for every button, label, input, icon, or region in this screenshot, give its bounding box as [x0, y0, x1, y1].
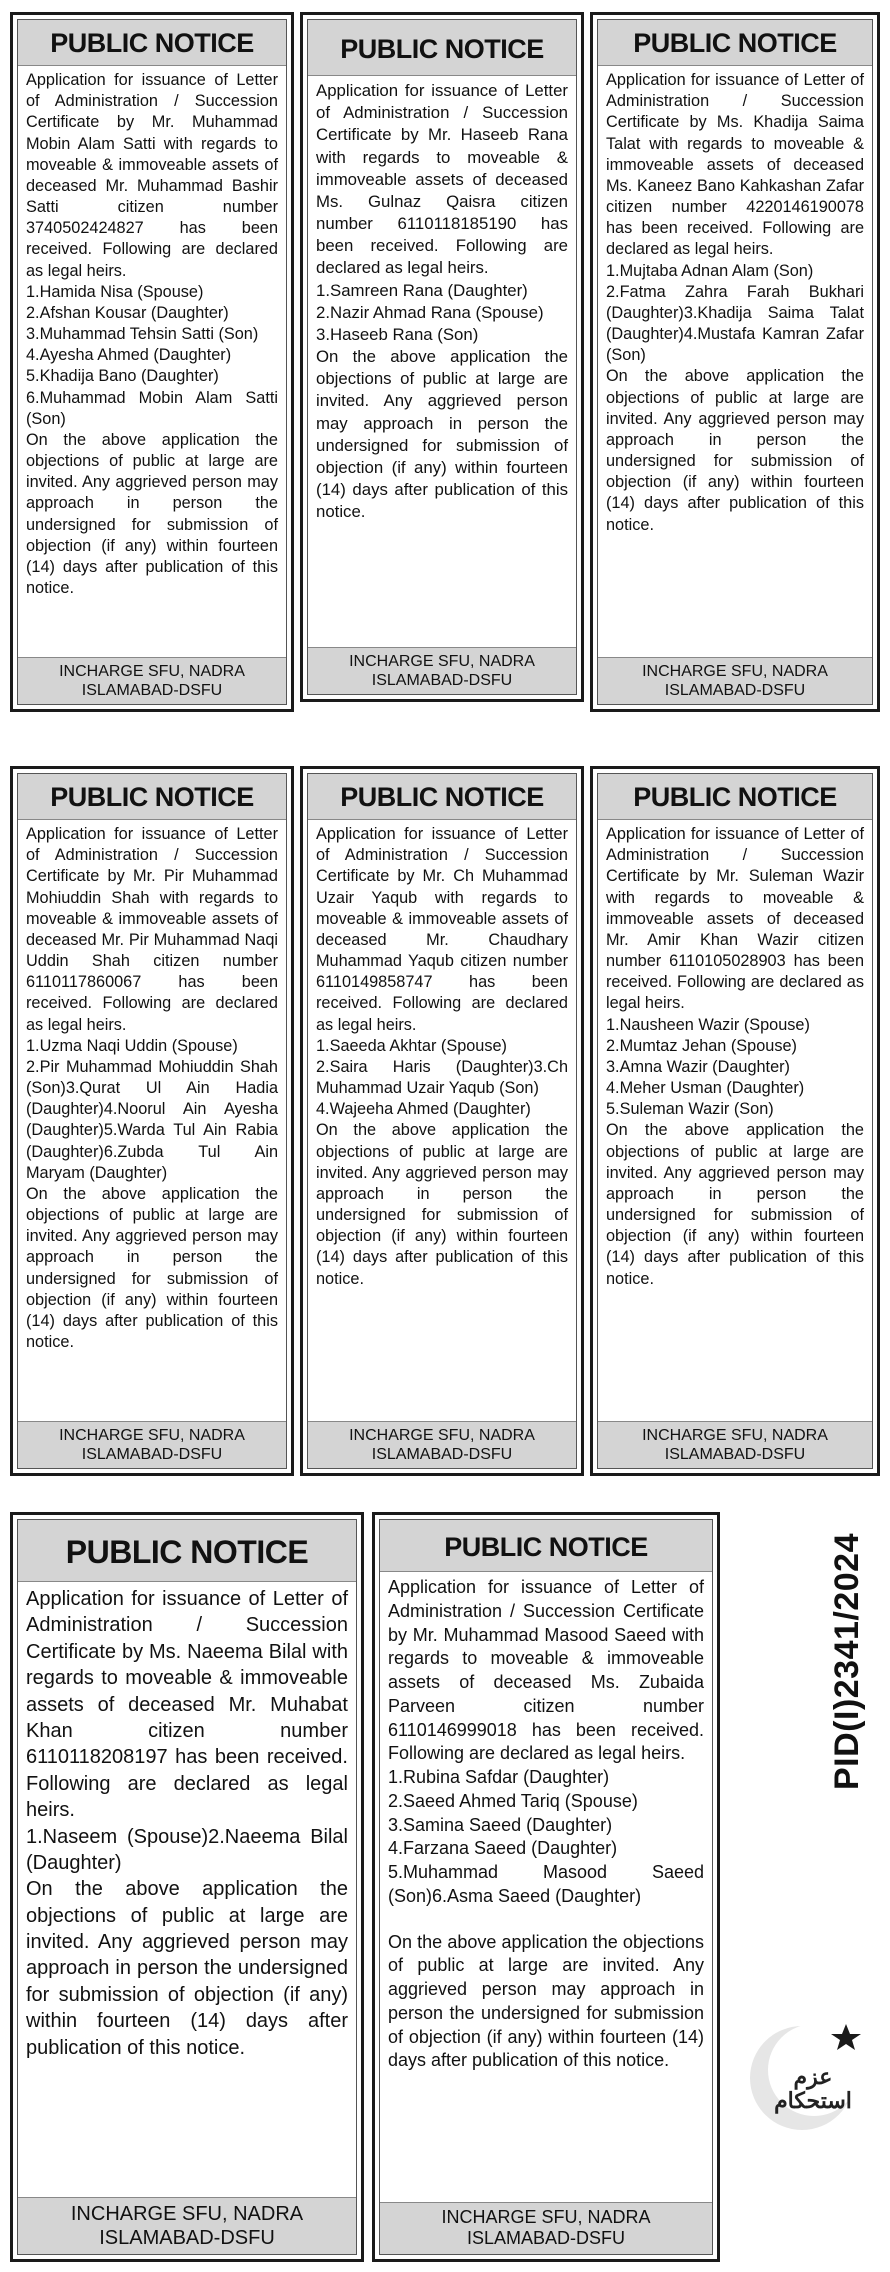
footer-line-2: ISLAMABAD-DSFU [371, 671, 513, 689]
notice-intro: Application for issuance of Letter of Administration / Succession Certificate by Mr. Muhammad Masood Saeed with regards to moveable & immoveable assets of deceased Ms. Zubaida Parveen citizen number 6110146999018 has been received. Following are declared as legal heirs. [388, 1577, 704, 1764]
heirs-list [316, 1036, 568, 1121]
notice-footer [18, 2197, 356, 2254]
heirs-list [606, 1015, 864, 1121]
heir-item: 3.Muhammad Tehsin Satti (Son) [26, 325, 259, 344]
footer-line-1: INCHARGE SFU, NADRA [349, 1426, 535, 1444]
notice-2 [300, 12, 584, 702]
notice-body [598, 820, 872, 1421]
footer-line-2: ISLAMABAD-DSFU [81, 681, 223, 699]
notice-title: PUBLIC NOTICE [598, 774, 872, 820]
notice-5 [300, 766, 584, 1476]
heir-item: 1.Uzma Naqi Uddin (Spouse) [26, 1036, 238, 1055]
notice-footer [308, 647, 576, 694]
notice-body [308, 820, 576, 1421]
heir-item: 2.Saeed Ahmed Tariq (Spouse) [388, 1790, 638, 1811]
footer-line-1: INCHARGE SFU, NADRA [642, 1426, 828, 1444]
heir-item: 1.Rubina Safdar (Daughter) [388, 1767, 610, 1787]
footer-line-2: ISLAMABAD-DSFU [664, 681, 806, 699]
heir-item: 1.Hamida Nisa (Spouse) [26, 282, 204, 301]
heir-item: 5.Muhammad Masood Saeed (Son)6.Asma Saeed (Daughter) [388, 1862, 704, 1906]
heir-item: 5.Khadija Bano (Daughter) [26, 367, 219, 386]
notice-body [18, 820, 286, 1421]
notice-footer [380, 2202, 712, 2254]
notice-intro: Application for issuance of Letter of Administration / Succession Certificate by Ms. Naeema Bilal with regards to moveable & immoveable assets of deceased Mr. Muhabat Khan citizen number 6110118208197 has been received. Following are declared as legal heirs. [26, 1588, 348, 1822]
footer-line-1: INCHARGE SFU, NADRA [349, 652, 535, 670]
heir-item: 2.Mumtaz Jehan (Spouse) [606, 1036, 797, 1055]
footer-line-1: INCHARGE SFU, NADRA [59, 1426, 245, 1444]
heir-item: 4.Wajeeha Ahmed (Daughter) [316, 1100, 531, 1119]
notice-3 [590, 12, 880, 712]
notice-closing: On the above application the objections of public at large are invited. Any aggrieved person may approach in person the undersigned for submission of objection (if any) within fourteen (14) days after publication of this notice. [388, 1931, 704, 2071]
notice-intro: Application for issuance of Letter of Administration / Succession Certificate by Mr. Ch Muhammad Uzair Yaqub with regards to moveable & immoveable assets of deceased Mr. Chaudhary Muhammad Yaqub citizen number 6110149858747 has been received. Following are declared as legal heirs. [316, 825, 568, 1034]
notice-title: PUBLIC NOTICE [380, 1520, 712, 1572]
heir-item: 2.Nazir Ahmad Rana (Spouse) [316, 302, 544, 322]
footer-line-1: INCHARGE SFU, NADRA [70, 2203, 304, 2225]
notice-title: PUBLIC NOTICE [598, 20, 872, 66]
notice-closing: On the above application the objections of public at large are invited. Any aggrieved person may approach in person the undersigned for submission of objection (if any) within fourteen (14) days after publication of this notice. [316, 1121, 568, 1288]
heir-item: 2.Saira Haris (Daughter)3.Ch Muhammad Uzair Yaqub (Son) [316, 1057, 568, 1098]
heir-item: 1.Naseem (Spouse)2.Naeema Bilal (Daughter) [26, 1825, 348, 1874]
footer-line-1: INCHARGE SFU, NADRA [59, 662, 245, 680]
heir-item: 3.Samina Saeed (Daughter) [388, 1814, 613, 1835]
heir-item: 4.Ayesha Ahmed (Daughter) [26, 346, 232, 365]
heir-item: 6.Muhammad Mobin Alam Satti (Son) [26, 388, 278, 428]
heir-item: 1.Samreen Rana (Daughter) [316, 280, 528, 300]
notice-intro: Application for issuance of Letter of Administration / Succession Certificate by Mr. Pir Muhammad Mohiuddin Shah with regards to moveable & immoveable assets of deceased Mr. Pir Muhammad Naqi Uddin Shah citizen number 6110117860067 has been received. Following are declared as legal heirs. [26, 825, 278, 1034]
footer-line-2: ISLAMABAD-DSFU [81, 1445, 223, 1463]
heir-item: 1.Saeeda Akhtar (Spouse) [316, 1036, 507, 1055]
notice-closing: On the above application the objections of public at large are invited. Any aggrieved person may approach in person the undersigned for submission of objection (if any) within fourteen (14) days after publication of this notice. [26, 1184, 278, 1352]
notice-intro: Application for issuance of Letter of Administration / Succession Certificate by Ms. Khadija Saima Talat with regards to moveable & immoveable assets of deceased Ms. Kaneez Bano Kahkashan Zafar citizen number 4220146190078 has been received. Following are declared as legal heirs. [606, 71, 864, 259]
heir-item: 4.Meher Usman (Daughter) [606, 1079, 805, 1098]
notice-closing: On the above application the objections of public at large are invited. Any aggrieved person may approach in person the undersigned for submission of objection (if any) within fourteen (14) days after publication of this notice. [26, 1878, 348, 2059]
heirs-list [606, 261, 864, 367]
notice-title: PUBLIC NOTICE [18, 1520, 356, 1582]
heirs-list [26, 1036, 278, 1184]
logo-text: عزم استحکام [774, 2064, 852, 2114]
notice-intro: Application for issuance of Letter of Administration / Succession Certificate by Mr. Suleman Wazir with regards to moveable & immoveable assets of deceased Mr. Amir Khan Wazir citizen number 6110105028903 has been received. Following are declared as legal heirs. [606, 825, 864, 1013]
notice-6 [590, 766, 880, 1476]
notice-title: PUBLIC NOTICE [18, 774, 286, 820]
pid-number: PID(I)2341/2024 [828, 1533, 866, 1790]
notice-closing: On the above application the objections of public at large are invited. Any aggrieved person may approach in person the undersigned for submission of objection (if any) within fourteen (14) days after publication of this notice. [316, 347, 568, 522]
notice-body [18, 66, 286, 657]
heirs-list [388, 1766, 704, 1909]
notice-closing: On the above application the objections of public at large are invited. Any aggrieved person may approach in person the undersigned for submission of objection (if any) within fourteen (14) days after publication of this notice. [26, 430, 278, 598]
notice-footer [18, 657, 286, 704]
heir-item: 2.Afshan Kousar (Daughter) [26, 303, 229, 322]
notice-7 [10, 1512, 364, 2262]
notice-closing: On the above application the objections of public at large are invited. Any aggrieved person may approach in person the undersigned for submission of objection (if any) within fourteen (14) days after publication of this notice. [606, 1121, 864, 1288]
heir-item: 3.Haseeb Rana (Son) [316, 324, 479, 344]
notice-8 [372, 1512, 720, 2262]
notice-body [308, 76, 576, 647]
notice-title: PUBLIC NOTICE [308, 20, 576, 76]
notice-4 [10, 766, 294, 1476]
footer-line-2: ISLAMABAD-DSFU [466, 2228, 626, 2249]
footer-line-2: ISLAMABAD-DSFU [99, 2227, 275, 2249]
notice-footer [598, 1421, 872, 1468]
heir-item: 2.Fatma Zahra Farah Bukhari (Daughter)3.Khadija Saima Talat (Daughter)4.Mustafa Kamran Zafar (Son) [606, 282, 864, 365]
footer-line-2: ISLAMABAD-DSFU [664, 1445, 806, 1463]
heir-item: 1.Mujtaba Adnan Alam (Son) [606, 261, 814, 280]
notice-footer [308, 1421, 576, 1468]
heir-item: 3.Amna Wazir (Daughter) [606, 1057, 790, 1076]
heirs-list [26, 1824, 348, 1877]
notice-footer [598, 657, 872, 704]
notice-title: PUBLIC NOTICE [18, 20, 286, 66]
footer-line-1: INCHARGE SFU, NADRA [441, 2206, 651, 2227]
footer-line-1: INCHARGE SFU, NADRA [642, 662, 828, 680]
notice-title: PUBLIC NOTICE [308, 774, 576, 820]
notice-body [18, 1582, 356, 2197]
notice-closing: On the above application the objections of public at large are invited. Any aggrieved person may approach in person the undersigned for submission of objection (if any) within fourteen (14) days after publication of this notice. [606, 367, 864, 534]
notice-intro: Application for issuance of Letter of Administration / Succession Certificate by Mr. Haseeb Rana with regards to moveable & immoveable assets of deceased Ms. Gulnaz Qaisra citizen number 6110118185190 has been received. Following are declared as legal heirs. [316, 81, 568, 278]
heirs-list [316, 280, 568, 347]
notice-intro: Application for issuance of Letter of Administration / Succession Certificate by Mr. Muhammad Mobin Alam Satti with regards to moveable & immoveable assets of deceased Mr. Muhammad Bashir Satti citizen number 3740502424827 has been received. Following are declared as legal heirs. [26, 71, 278, 280]
notice-1 [10, 12, 294, 712]
heir-item: 5.Suleman Wazir (Son) [606, 1100, 774, 1119]
notice-footer [18, 1421, 286, 1468]
heirs-list [26, 282, 278, 430]
heir-item: 2.Pir Muhammad Mohiuddin Shah (Son)3.Qurat Ul Ain Hadia (Daughter)4.Noorul Ain Ayesha (Daughter)5.Warda Tul Ain Rabia (Daughter)6.Zubda Tul Ain Maryam (Daughter) [26, 1057, 278, 1182]
heir-item: 4.Farzana Saeed (Daughter) [388, 1838, 618, 1859]
notice-body [380, 1572, 712, 2202]
footer-line-2: ISLAMABAD-DSFU [371, 1445, 513, 1463]
notice-body [598, 66, 872, 657]
heir-item: 1.Nausheen Wazir (Spouse) [606, 1015, 810, 1034]
